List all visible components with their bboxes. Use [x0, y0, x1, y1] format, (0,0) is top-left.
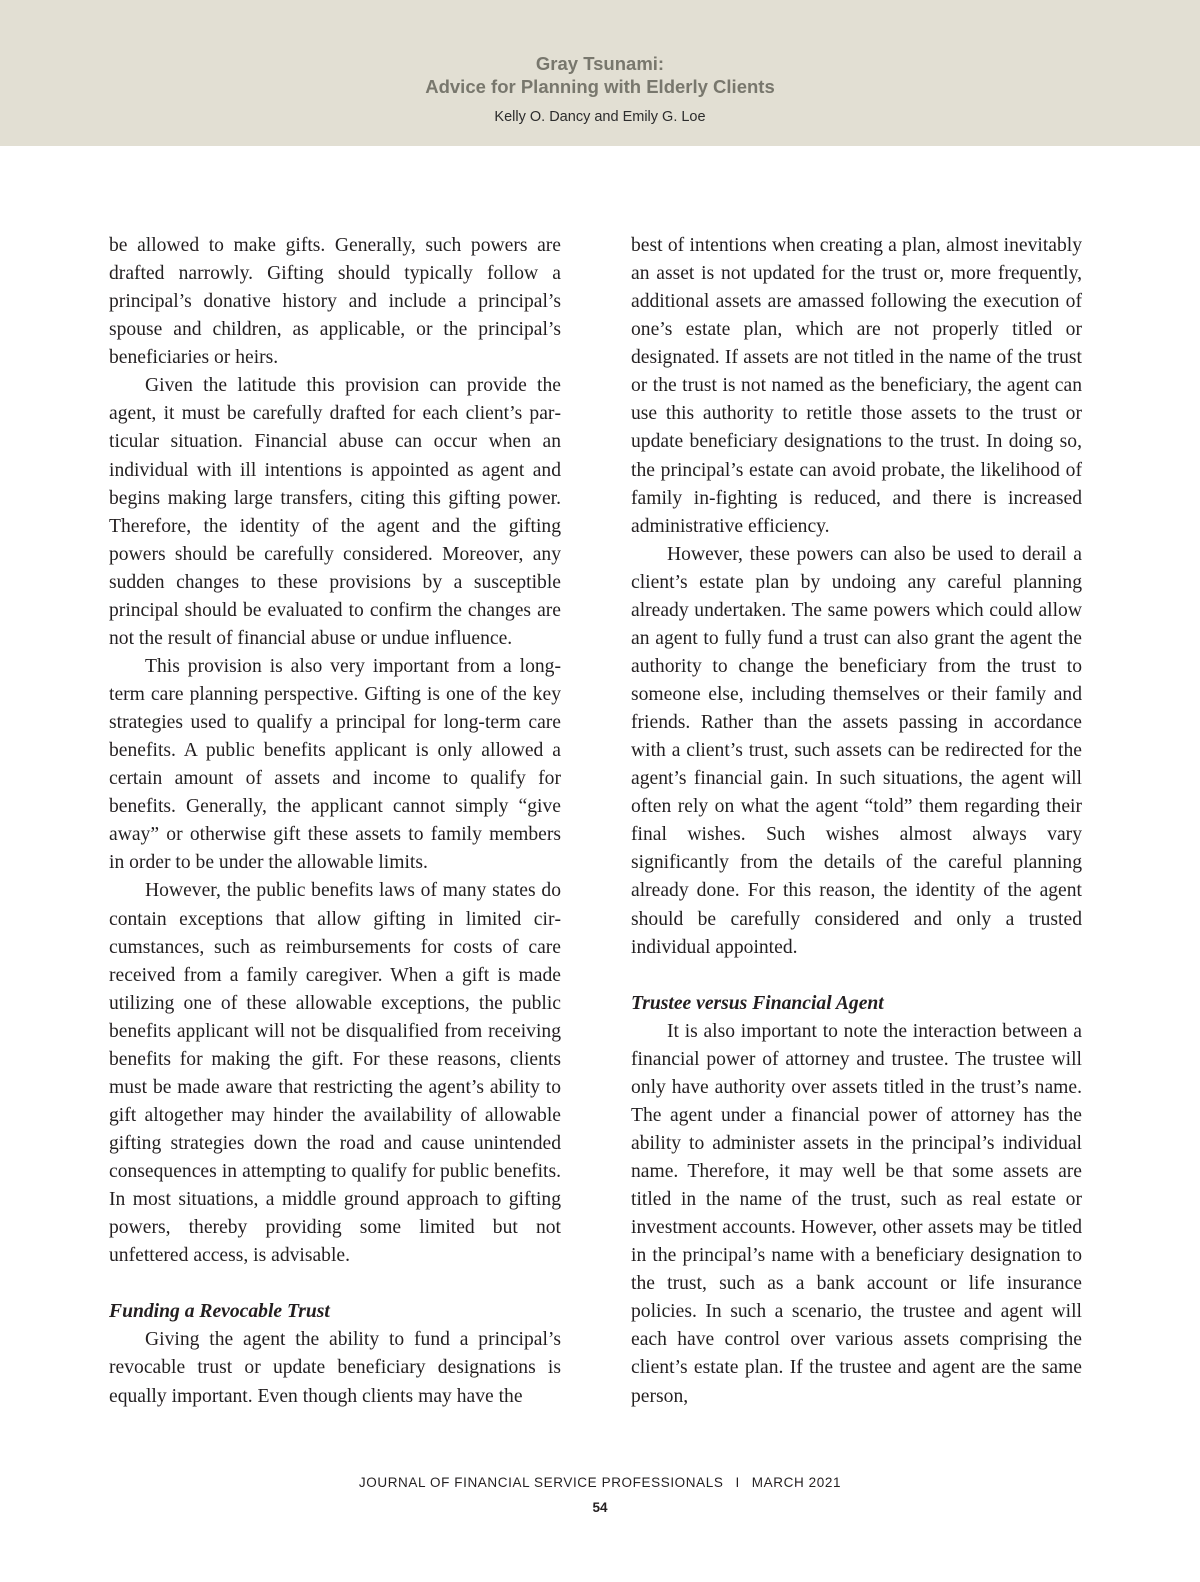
section-heading: Funding a Revocable Trust [109, 1301, 330, 1323]
article-subtitle: Advice for Planning with Elderly Clients [425, 76, 775, 97]
page-footer [0, 1475, 1200, 1490]
paragraph: This provision is also very important from a long-term care planning perspective. Gifting is one of the key strategies used to qualify a principal for long-term care benefits. A public benefits applicant is only allowed a certain amount of assets and income to qualify for benefits. Generally, the applicant cannot simply “give away” or otherwise gift these assets to family members in order to be under the allowable limits. [109, 655, 561, 874]
left-column [109, 232, 561, 1411]
paragraph: best of intentions when creating a plan, almost inevitably an asset is not updated for the trust or, more frequently, additional assets are amassed following the execution of one’s estate plan, which are not properly titled or designated. If assets are not titled in the name of the trust or the trust is not named as the beneficiary, the agent can use this authority to retitle those assets to the trust or update beneficiary designations to the trust. In doing so, the principal’s estate can avoid probate, the likelihood of family in-fighting is reduced, and there is increased administrative efficiency. [631, 235, 1082, 537]
issue-date: MARCH 2021 [751, 1475, 842, 1490]
paragraph: However, the public benefits laws of many states do contain exceptions that allow gifting in limited circumstances, such as reimbursements for costs of care received from a family caregiver. When a gift is made utilizing one of these allowable exceptions, the public benefits applicant will not be disqualified from receiving benefits for making the gift. For these reasons, clients must be made aware that restricting the agent’s ability to gift altogether may hinder the availability of allowable gifting strategies down the road and cause unintended consequences in attempting to qualify for public benefits. In most situations, a middle ground approach to gifting powers, thereby providing some limited but not unfettered access, is advisable. [109, 880, 561, 1267]
paragraph: be allowed to make gifts. Generally, such powers are drafted narrowly. Gifting should typically follow a principal’s donative history and include a principal’s spouse and children, as applicable, or the principal’s beneficiaries or heirs. [109, 235, 561, 369]
right-column [631, 232, 1082, 1411]
journal-name: JOURNAL OF FINANCIAL SERVICE PROFESSIONALS [358, 1475, 724, 1490]
paragraph: However, these powers can also be used to derail a client’s estate plan by undoing any careful planning already undertaken. The same powers which could allow an agent to fully fund a trust can also grant the agent the authority to change the beneficiary from the trust to someone else, including themselves or their family and friends. Rather than the assets passing in accordance with a client’s trust, such assets can be redirected for the agent’s financial gain. In such situations, the agent will often rely on what the agent “told” them regarding their final wishes. Such wishes almost always vary significantly from the details of the careful planning already done. For this reason, the identity of the agent should be carefully considered and only a trusted individual appointed. [631, 543, 1082, 958]
article-header [0, 0, 1200, 146]
footer-separator: I [735, 1475, 740, 1490]
section-heading: Trustee versus Financial Agent [631, 992, 884, 1014]
paragraph: It is also important to note the interaction between a financial power of attorney and trustee. The trustee will only have authority over assets titled in the trust’s name. The agent under a financial power of attorney has the ability to administer assets in the principal’s individual name. Therefore, it may well be that some assets are titled in the name of the trust, such as real estate or investment accounts. However, other assets may be titled in the principal’s name with a beneficiary designation to the trust, such as a bank account or life insurance policies. In such a scenario, the trustee and agent will each have control over various assets comprising the client’s estate plan. If the trustee and agent are the same person, [631, 1020, 1082, 1407]
paragraph: Given the latitude this provision can provide the agent, it must be carefully drafted for each client’s particular situation. Financial abuse can occur when an individual with ill intentions is appointed as agent and begins making large transfers, citing this gifting power. Therefore, the identity of the agent and the gifting powers should be carefully considered. Moreover, any sudden changes to these provisions by a susceptible principal should be evaluated to confirm the changes are not the result of financial abuse or undue influence. [109, 375, 561, 649]
page-number: 54 [592, 1500, 608, 1515]
article-authors: Kelly O. Dancy and Emily G. Loe [494, 109, 706, 125]
paragraph: Giving the agent the ability to fund a principal’s revocable trust or update beneficiary designations is equally important. Even though clients may have the [109, 1329, 561, 1407]
article-title: Gray Tsunami: [535, 53, 665, 74]
